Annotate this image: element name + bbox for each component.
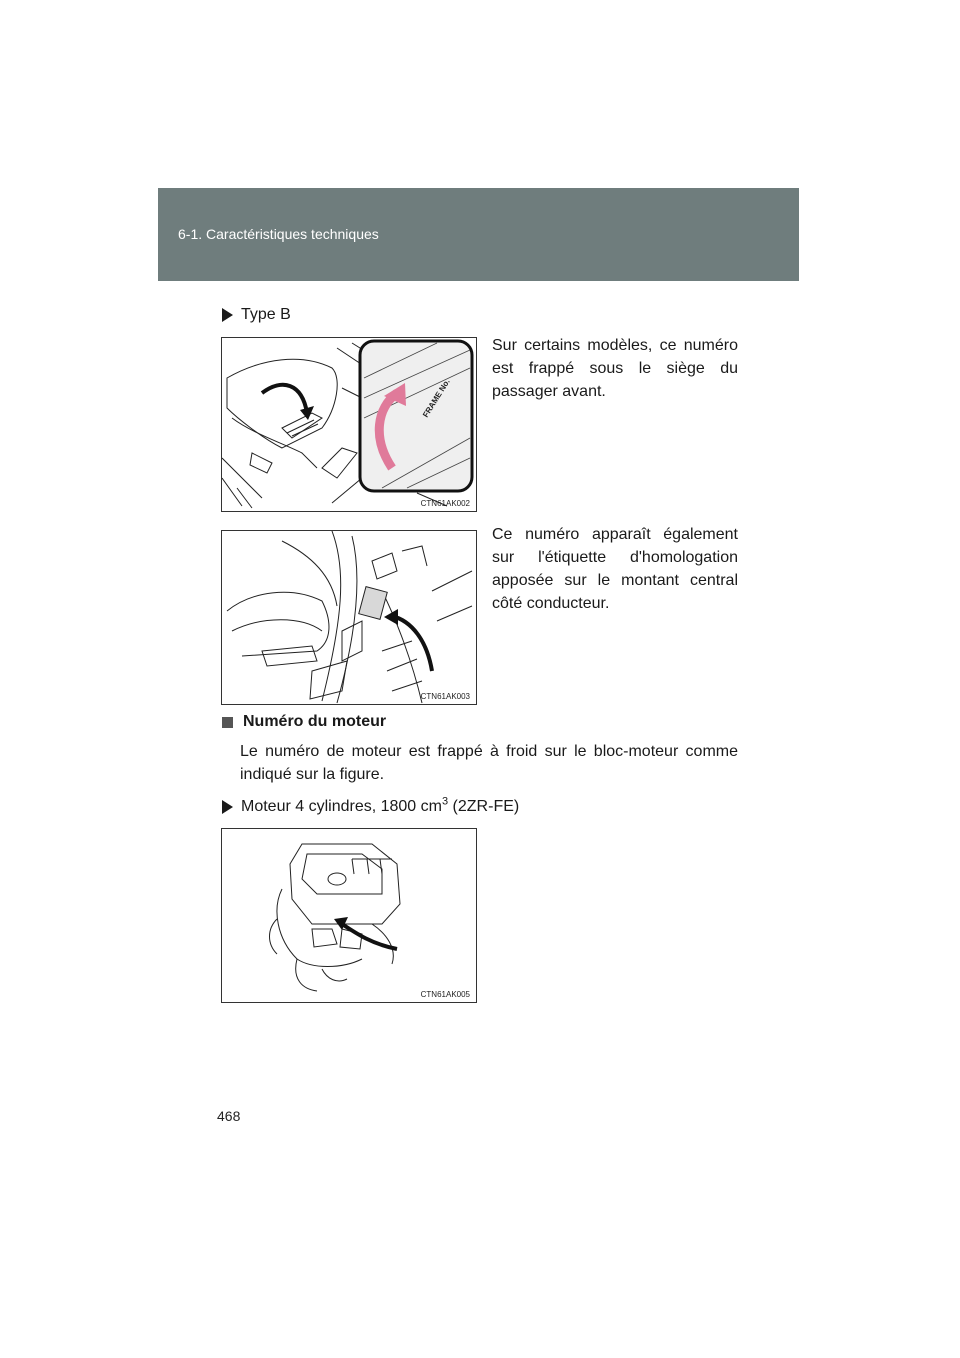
frame-number-stamp: FRAME No. bbox=[421, 377, 452, 420]
square-bullet-icon bbox=[222, 717, 233, 728]
seat-illustration bbox=[222, 338, 476, 511]
type-b-text-2: Ce numéro apparaît également sur l'étiquette d'homologation apposée sur le montant central côté conducteur. bbox=[492, 526, 738, 612]
figure-seat-frame-number bbox=[221, 337, 477, 512]
figure-center-pillar-label bbox=[221, 530, 477, 705]
engine-variant-label: Moteur 4 cylindres, 1800 $cm^3$ (2ZR-FE) bbox=[241, 795, 520, 815]
type-b-item bbox=[222, 305, 291, 325]
triangle-bullet-icon bbox=[222, 800, 233, 814]
engine-number-heading bbox=[222, 713, 386, 731]
figure-code-3: CTN61AK005 bbox=[420, 990, 470, 999]
engine-illustration bbox=[222, 829, 476, 1002]
engine-text: Le numéro de moteur est frappé à froid sur le bloc-moteur comme indiqué sur la figure. bbox=[240, 743, 738, 783]
type-b-label: Type B bbox=[241, 306, 291, 323]
engine-variant-item bbox=[222, 797, 519, 817]
figure-code-1: CTN61AK002 bbox=[420, 499, 470, 508]
triangle-bullet-icon bbox=[222, 308, 233, 322]
engine-heading-text: Numéro du moteur bbox=[243, 713, 387, 730]
pillar-illustration bbox=[222, 531, 476, 704]
type-b-text-1: Sur certains modèles, ce numéro est frappé sous le siège du passager avant. bbox=[492, 337, 738, 400]
figure-code-2: CTN61AK003 bbox=[420, 692, 470, 701]
chapter-header bbox=[158, 188, 799, 281]
figure-engine-block bbox=[221, 828, 477, 1003]
page-number: 468 bbox=[217, 1108, 241, 1124]
section-title: 6-1. Caractéristiques techniques bbox=[178, 226, 379, 242]
